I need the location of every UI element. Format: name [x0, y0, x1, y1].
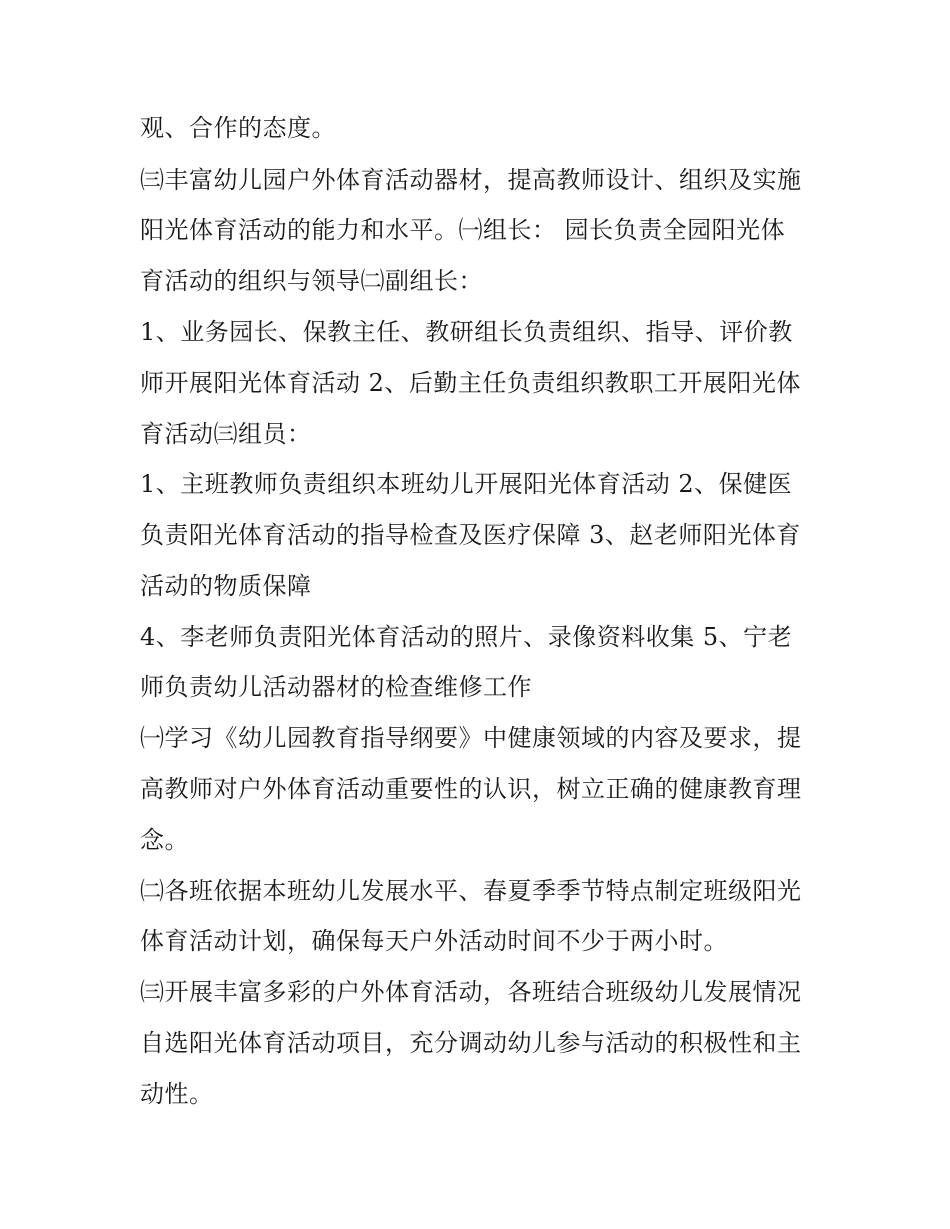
text-line: 1、主班教师负责组织本班幼儿开展阳光体育活动 2、保健医 [140, 470, 793, 498]
text-line: ㈢丰富幼儿园户外体育活动器材，提高教师设计、组织及实施 [140, 166, 802, 194]
text-line: 动性。 [140, 1080, 214, 1108]
text-line: 师开展阳光体育活动 2、后勤主任负责组织教职工开展阳光体 [140, 369, 801, 397]
text-line: ㈡各班依据本班幼儿发展水平、春夏季季节特点制定班级阳光 [140, 877, 802, 905]
text-line: ㈠学习《幼儿园教育指导纲要》中健康领域的内容及要求，提 [140, 724, 802, 752]
text-line: 观、合作的态度。 [140, 114, 336, 142]
text-line: 育活动的组织与领导㈡副组长： [140, 267, 483, 295]
text-line: 1、业务园长、保教主任、教研组长负责组织、指导、评价教 [140, 318, 793, 346]
text-line: 阳光体育活动的能力和水平。㈠组长： 园长负责全园阳光体 [140, 216, 786, 244]
text-line: 自选阳光体育活动项目，充分调动幼儿参与活动的积极性和主 [140, 1029, 802, 1057]
text-line: 活动的物质保障 [140, 572, 312, 600]
text-line: 高教师对户外体育活动重要性的认识，树立正确的健康教育理 [140, 775, 802, 803]
text-line: 念。 [140, 826, 189, 854]
text-line: 体育活动计划，确保每天户外活动时间不少于两小时。 [140, 927, 728, 955]
text-line: 育活动㈢组员： [140, 420, 312, 448]
text-line: 负责阳光体育活动的指导检查及医疗保障 3、赵老师阳光体育 [140, 521, 801, 549]
text-line: ㈢开展丰富多彩的户外体育活动，各班结合班级幼儿发展情况 [140, 978, 802, 1006]
text-line: 4、李老师负责阳光体育活动的照片、录像资料收集 5、宁老 [140, 623, 793, 651]
text-line: 师负责幼儿活动器材的检查维修工作 [140, 673, 532, 701]
